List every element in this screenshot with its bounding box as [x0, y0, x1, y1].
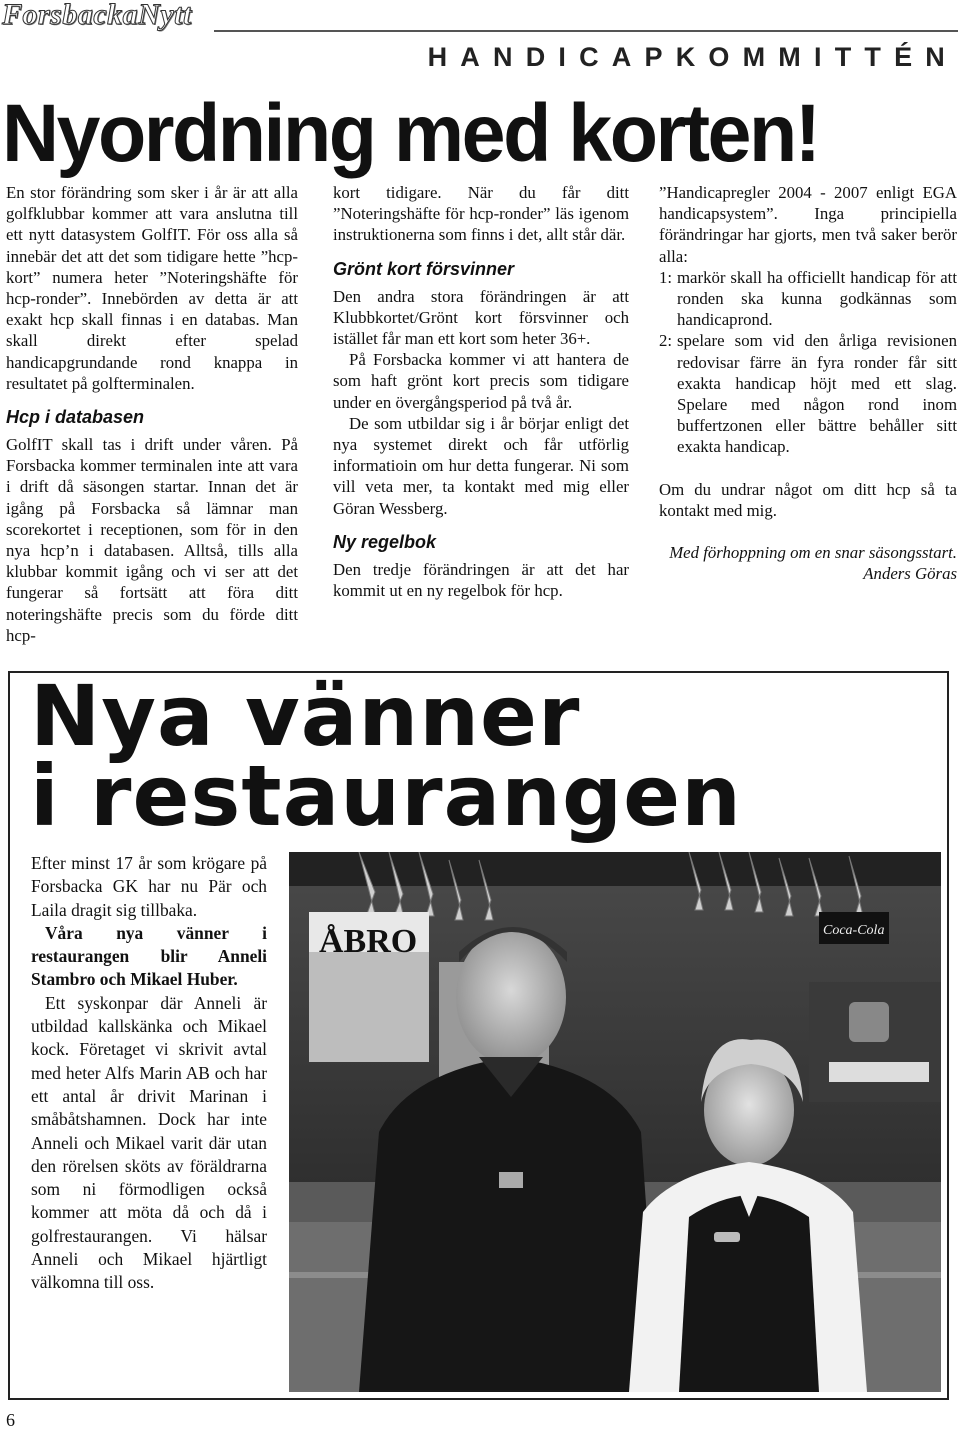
rule-text: markör skall ha officiellt handicap för att ronden ska kunna godkännas som handicaprond.: [677, 267, 957, 330]
photo-sign-text: ÅBRO: [319, 923, 418, 960]
masthead-title: ForsbackaNytt: [2, 0, 192, 31]
photo-drawing: [289, 852, 941, 1392]
rule-text: spelare som vid den årliga revisionen redovisar färre än fyra ronder får sitt exakta handicap höjt med ett slag. Spelare med någon rond inom buffertzonen eller bättre behåller sitt exakta handicap.: [677, 331, 957, 457]
box-headline-line-2: i restaurangen: [30, 747, 742, 845]
paragraph: En stor förändring som sker i år är att alla golfklubbar kommer att vara anslutna till ett nytt datasystem GolfIT. För oss alla så innebär det att det som tidigare hette ”hcp-kort” numera heter ”Noteringshäfte för hcp-ronder”. Innebörden av detta är att exakt hcp skall finnas i en databas. Man skall direkt efter spelad handicapgrundande rond knappa in resultatet på golfterminalen.: [6, 183, 298, 393]
rule-number: 1:: [659, 267, 673, 287]
article-headline: Nyordning med korten!: [2, 86, 819, 179]
paragraph: De som utbildar sig i år börjar enligt det nya systemet direkt och får utförlig informatioin om hur detta fungerar. Ni som vill veta mer, ta kontakt med mig eller Göran Wessberg.: [333, 413, 629, 518]
box-text-column: [31, 852, 267, 1295]
paragraph-bold: [31, 922, 267, 992]
box-headline-line-1: Nya vänner: [30, 667, 581, 765]
paragraph: På Forsbacka kommer vi att hantera de som haft grönt kort precis som tidigare under en övergångsperiod på två år.: [333, 350, 629, 412]
rule-item: [659, 330, 957, 457]
article-column-1: [6, 182, 298, 646]
subheading: Hcp i databasen: [6, 407, 145, 428]
author-signature: Anders Göras: [863, 564, 957, 584]
box-headline: [30, 667, 742, 845]
paragraph: Om du undrar något om ditt hcp så ta kontakt med mig.: [659, 479, 957, 520]
bold-text: Våra nya vänner i restaurangen blir Anneli Stambro och Mikael Huber.: [31, 922, 267, 990]
paragraph: Den tredje förändringen är att det har kommit ut en ny regelbok för hcp.: [333, 559, 629, 601]
subheading: Grönt kort försvinner: [333, 258, 515, 279]
paragraph: GolfIT skall tas i drift under våren. På Forsbacka kommer terminalen inte att vara i drift då säsongen startar. Innan det är igång på Forsbacka så lämnar man scorekortet i receptionen, som för in den nya hcp’n i databasen. Alltså, tills alla klubbar kommit igång och vi ser att det fungerar så fortsätt att föra ditt noteringshäfte precis som du förde ditt hcp-: [6, 435, 298, 645]
article-column-2: [333, 182, 629, 601]
article-column-3: [659, 182, 957, 584]
paragraph: Efter minst 17 år som krögare på Forsbacka GK har nu Pär och Laila dragit sig tillbaka.: [31, 853, 267, 920]
paragraph: Ett syskonpar där Anneli är utbildad kallskänka och Mikael kock. Företaget vi skrivit avtal med heter Alfs Marin AB och har ett antal år drivit Marinan i småbåtshamnen. Dock har inte Anneli och Mikael varit där utan den rörelsen sköts av föräldrarna som ni förmodligen också kommer att möta då och då i golfrestaurangen. Vi hälsar Anneli och Mikael hjärtligt välkomna till oss.: [31, 992, 267, 1293]
closing-line: Med förhoppning om en snar säsongsstart.: [669, 543, 957, 563]
rule-item: [659, 267, 957, 331]
restaurant-photo: [289, 852, 941, 1392]
photo-logo-text: Coca-Cola: [823, 923, 885, 938]
paragraph: kort tidigare. När du får ditt ”Noteringshäfte för hcp-ronder” läs igenom instruktionerna som finns i det, allt står där.: [333, 183, 629, 245]
paragraph: ”Handicapregler 2004 - 2007 enligt EGA handicapsystem”. Inga principiella förändringar har gjorts, men två saker berör alla:: [659, 183, 957, 266]
subheading: Ny regelbok: [333, 531, 437, 552]
section-label: HANDICAPKOMMITTÉN: [427, 42, 958, 72]
paragraph: Den andra stora förändringen är att Klubbkortet/Grönt kort försvinner och istället får man ett kort som heter 36+.: [333, 286, 629, 349]
page-number: 6: [6, 1410, 15, 1430]
masthead-rule: [214, 30, 958, 32]
rule-number: 2:: [659, 331, 673, 351]
